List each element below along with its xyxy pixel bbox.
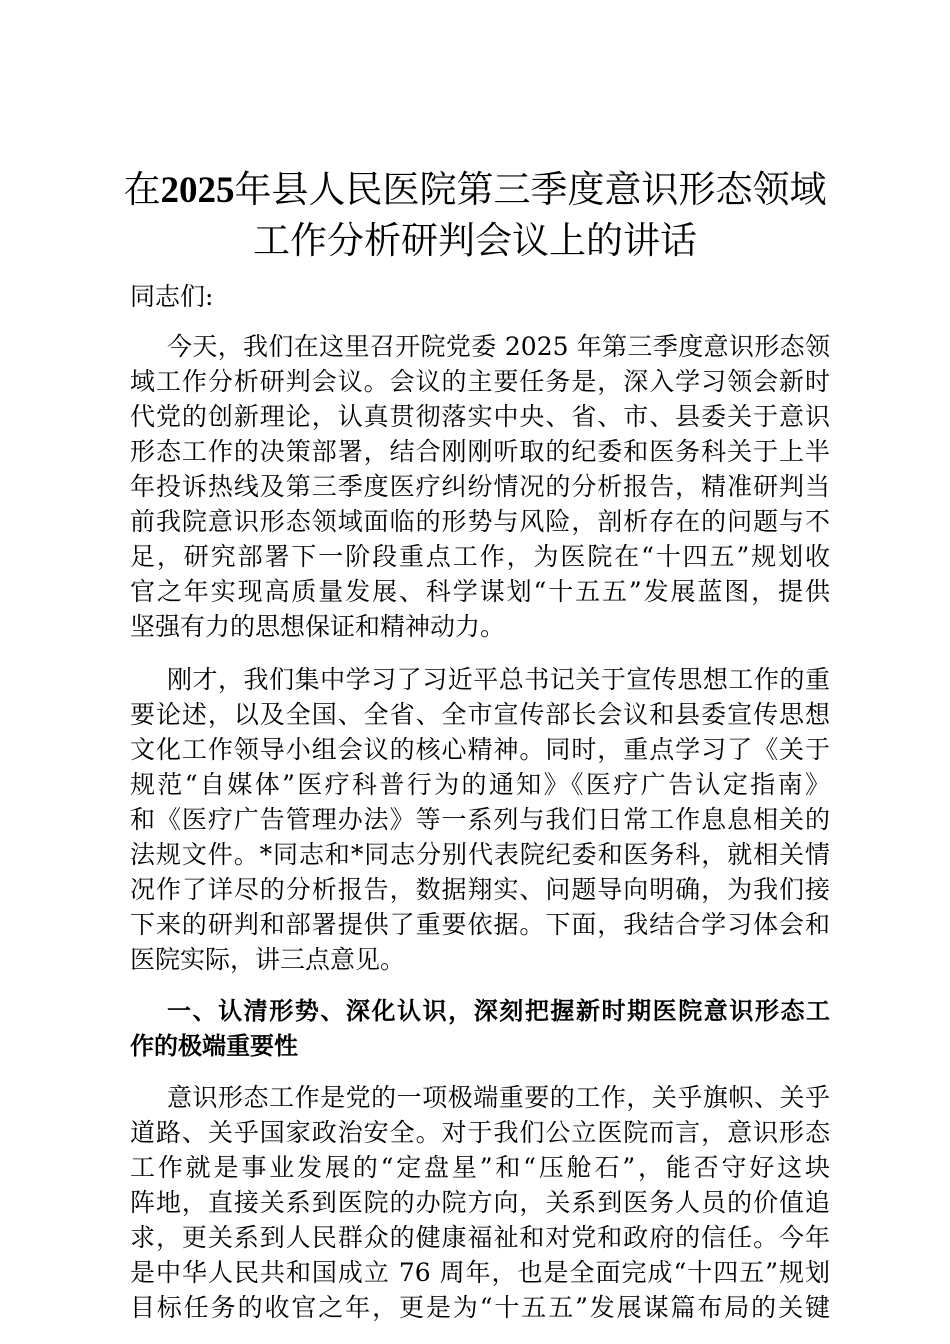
paragraph-3-line: 阵地，直接关系到医院的办院方向，关系到医务人员的价值追 xyxy=(130,1188,830,1217)
paragraph-2-line: 和《医疗广告管理办法》等一系列与我们日常工作息息相关的 xyxy=(130,805,830,834)
paragraph-1-line: 足，研究部署下一阶段重点工作，为医院在“十四五”规划收 xyxy=(130,542,830,571)
paragraph-2-line: 文化工作领导小组会议的核心精神。同时，重点学习了《关于 xyxy=(130,735,830,764)
document-title-line-2: 工作分析研判会议上的讲话 xyxy=(253,219,697,262)
paragraph-3-line: 道路、关乎国家政治安全。对于我们公立医院而言，意识形态 xyxy=(130,1118,830,1147)
paragraph-2-line: 医院实际，讲三点意见。 xyxy=(130,945,406,974)
paragraph-2-line: 下来的研判和部署提供了重要依据。下面，我结合学习体会和 xyxy=(130,910,830,939)
paragraph-2-line: 要论述，以及全国、全省、全市宣传部长会议和县委宣传思想 xyxy=(130,700,830,729)
paragraph-1-line: 官之年实现高质量发展、科学谋划“十五五”发展蓝图，提供 xyxy=(130,577,830,606)
section-heading-line: 一、认清形势、深化认识，深刻把握新时期医院意识形态工 xyxy=(167,997,830,1025)
paragraph-3-line: 工作就是事业发展的“定盘星”和“压舱石”，能否守好这块 xyxy=(130,1153,830,1182)
document-title-line-1 xyxy=(60,167,890,214)
section-heading-line: 作的极端重要性 xyxy=(130,1032,298,1060)
title-prefix: 在 xyxy=(123,168,161,211)
paragraph-2-line: 况作了详尽的分析报告，数据翔实、问题导向明确，为我们接 xyxy=(130,875,830,904)
paragraph-1-line: 形态工作的决策部署，结合刚刚听取的纪委和医务科关于上半 xyxy=(130,437,830,466)
title-year: 2025 xyxy=(160,170,235,211)
paragraph-1-line: 年投诉热线及第三季度医疗纠纷情况的分析报告，精准研判当 xyxy=(130,472,830,501)
paragraph-1-line: 代党的创新理论，认真贯彻落实中央、省、市、县委关于意识 xyxy=(130,402,830,431)
paragraph-3-line: 是中华人民共和国成立 76 周年，也是全面完成“十四五”规划 xyxy=(130,1258,830,1287)
paragraph-1-line: 前我院意识形态领域面临的形势与风险，剖析存在的问题与不 xyxy=(130,507,830,536)
paragraph-2-line: 规范“自媒体”医疗科普行为的通知》《医疗广告认定指南》 xyxy=(130,770,830,799)
paragraph-3-line: 目标任务的收官之年，更是为“十五五”发展谋篇布局的关键 xyxy=(130,1293,830,1322)
paragraph-3-line: 求，更关系到人民群众的健康福祉和对党和政府的信任。今年 xyxy=(130,1223,830,1252)
paragraph-3-line: 意识形态工作是党的一项极端重要的工作，关乎旗帜、关乎 xyxy=(167,1083,830,1112)
paragraph-2-line: 法规文件。*同志和*同志分别代表院纪委和医务科，就相关情 xyxy=(130,840,830,869)
paragraph-1-line: 域工作分析研判会议。会议的主要任务是，深入学习领会新时 xyxy=(130,367,830,396)
paragraph-2-line: 刚才，我们集中学习了习近平总书记关于宣传思想工作的重 xyxy=(167,665,830,694)
paragraph-1-line: 坚强有力的思想保证和精神动力。 xyxy=(130,612,506,641)
title-suffix: 年县人民医院第三季度意识形态领域 xyxy=(234,168,827,211)
salutation: 同志们: xyxy=(130,282,214,311)
paragraph-1-line: 今天，我们在这里召开院党委 2025 年第三季度意识形态领 xyxy=(167,332,830,361)
